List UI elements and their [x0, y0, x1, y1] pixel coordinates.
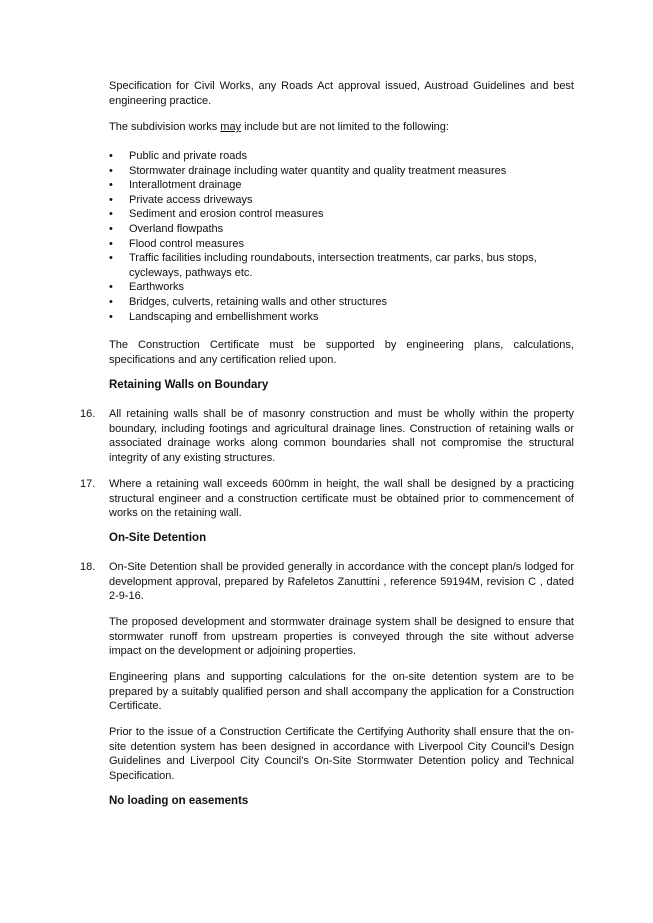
bullet-icon: •	[109, 208, 113, 221]
condition-18-number: 18.	[80, 561, 96, 573]
on-site-detention-heading: On-Site Detention	[109, 532, 207, 544]
list-item	[109, 280, 579, 295]
works-intro-pre: The subdivision works	[109, 121, 221, 133]
works-intro-paragraph	[109, 120, 574, 135]
list-item-text: Traffic facilities including roundabouts, intersection treatments, car parks, bus stops, cycleways, pathways etc.	[129, 252, 537, 279]
list-item	[109, 207, 579, 222]
bullet-icon: •	[109, 164, 113, 177]
bullet-icon: •	[109, 150, 113, 162]
no-loading-easements-heading: No loading on easements	[109, 795, 249, 807]
bullet-icon: •	[109, 252, 113, 265]
bullet-icon: •	[109, 237, 113, 250]
list-item	[109, 310, 579, 325]
condition-18-paragraph-4: Prior to the issue of a Construction Certificate the Certifying Authority shall ensure that the on-site detention system has been designed in accordance with Liverpool City Council's Design Guidelines and Liverpool City Council's On-Site Stormwater Detention policy and Technical Specification.	[109, 726, 574, 782]
retaining-walls-heading: Retaining Walls on Boundary	[109, 379, 269, 391]
list-item-text: Stormwater drainage including water quantity and quality treatment measures	[129, 164, 507, 177]
bullet-icon: •	[109, 179, 113, 192]
condition-17-text: Where a retaining wall exceeds 600mm in height, the wall shall be designed by a practicing structural engineer and a construction certificate must be obtained prior to commencement of works on the retaining wall.	[109, 478, 574, 520]
list-item	[109, 295, 579, 310]
list-item	[109, 251, 579, 280]
list-item-text: Interallotment drainage	[129, 179, 242, 192]
condition-16-number: 16.	[80, 408, 96, 420]
condition-18-paragraph-3: Engineering plans and supporting calculations for the on-site detention system are to be prepared by a suitably qualified person and shall accompany the application for a Construction Certificate.	[109, 671, 574, 713]
list-item	[109, 178, 579, 193]
condition-17-number: 17.	[80, 478, 96, 490]
bullet-icon: •	[109, 281, 113, 294]
bullet-icon: •	[109, 222, 113, 235]
list-item	[109, 222, 579, 237]
bullet-icon: •	[109, 310, 113, 323]
condition-16-text: All retaining walls shall be of masonry construction and must be wholly within the property boundary, including footings and agricultural drainage lines. Construction of retaining walls or associated drainage works along common boundaries shall not compromise the structural integrity of any existing structures.	[109, 408, 574, 464]
list-item-text: Public and private roads	[129, 150, 248, 162]
list-item	[109, 193, 579, 208]
works-intro-post: include but are not limited to the following:	[241, 121, 449, 133]
list-item	[109, 149, 579, 164]
cc-note-paragraph: The Construction Certificate must be supported by engineering plans, calculations, specifications and any certification relied upon.	[109, 339, 574, 366]
works-intro-may: may	[220, 121, 242, 133]
bullet-icon: •	[109, 193, 113, 206]
bullet-icon: •	[109, 295, 113, 308]
list-item-text: Earthworks	[129, 281, 185, 294]
list-item	[109, 164, 579, 179]
condition-18-paragraph-1: On-Site Detention shall be provided generally in accordance with the concept plan/s lodged for development approval, prepared by Rafeletos Zanuttini , reference 59194M, revision C , dated 2-9-16.	[109, 561, 574, 603]
list-item-text: Private access driveways	[129, 193, 253, 206]
list-item-text: Bridges, culverts, retaining walls and other structures	[129, 295, 388, 308]
list-item-text: Flood control measures	[129, 237, 244, 250]
list-item-text: Sediment and erosion control measures	[129, 208, 324, 221]
condition-18-paragraph-2: The proposed development and stormwater drainage system shall be designed to ensure that stormwater runoff from upstream properties is conveyed through the site without adverse impact on the development or adjoining properties.	[109, 616, 574, 658]
list-item	[109, 237, 579, 252]
spec-paragraph: Specification for Civil Works, any Roads Act approval issued, Austroad Guidelines and best engineering practice.	[109, 80, 574, 107]
list-item-text: Overland flowpaths	[129, 222, 224, 235]
works-list	[109, 149, 579, 324]
list-item-text: Landscaping and embellishment works	[129, 310, 319, 323]
